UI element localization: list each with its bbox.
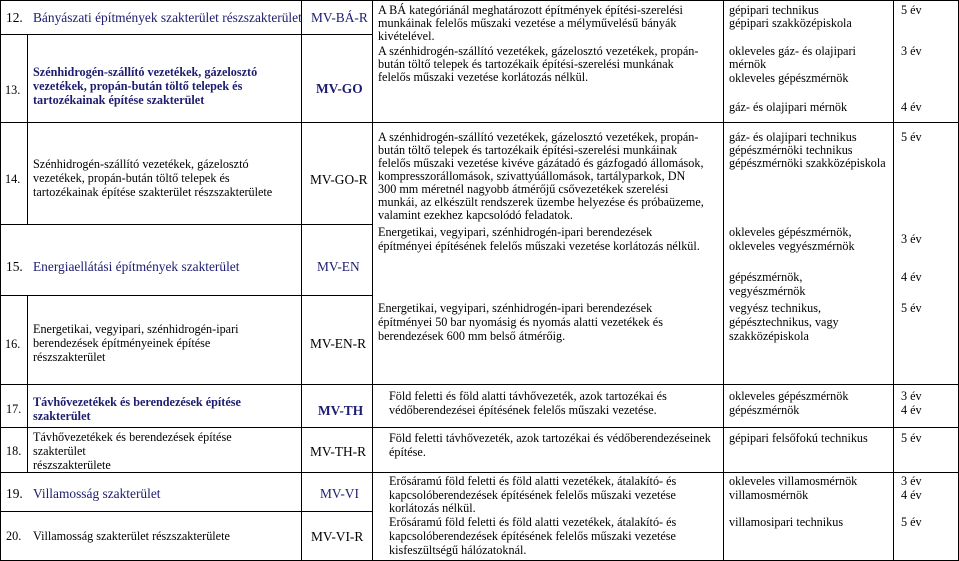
scope-line: kisfeszültségű hálózatoknál.	[389, 543, 527, 557]
qualification: vegyészmérnök	[729, 284, 806, 298]
years-value: 5 év	[901, 431, 922, 445]
scope-line: kapcsolóberendezések építésének felelős műszaki vezetése	[389, 488, 676, 502]
row-number: 13.	[5, 83, 21, 97]
qualification: gépészmérnök,	[729, 270, 803, 284]
category-code: MV-VI-R	[311, 529, 364, 544]
scope-line: A szénhidrogén-szállító vezetékek, gázelosztó vezetékek, propán-	[378, 130, 699, 144]
qualification: gépipari technikus	[729, 3, 819, 17]
row-number: 17.	[6, 402, 22, 416]
scope-line: bután töltő telepek és tartozékaik építési-szerelési munkáinak	[378, 143, 678, 157]
category-name: vezetékek, propán-bután töltő telepek és	[33, 171, 230, 185]
qualification: okleveles gépészmérnök	[729, 389, 849, 403]
scope-line: felelős műszaki vezetése korlátozás nélkül.	[378, 70, 589, 84]
qualification: okleveles gépészmérnök,	[729, 225, 852, 239]
category-name: Villamosság szakterület részszakterülete	[33, 529, 230, 543]
scope-line: Energetikai, vegyipari, szénhidrogén-ipari berendezések	[378, 225, 653, 239]
scope-line: építése.	[389, 445, 426, 459]
years-value: 3 év	[901, 232, 922, 246]
qualification: okleveles villamosmérnök	[729, 474, 858, 488]
scope-line: A szénhidrogén-szállító vezetékek, gázelosztó vezetékek, propán-	[378, 44, 699, 58]
qualification: gépésztechnikus, vagy	[729, 315, 839, 329]
category-name: Szénhidrogén-szállító vezetékek, gázelosztó	[33, 157, 249, 171]
category-name: berendezések építményeinek építése	[33, 336, 211, 350]
scope-line: építményei 50 bar nyomásig és nyomás alatti vezetékek és	[378, 315, 663, 329]
category-name: Energiaellátási építmények szakterület	[33, 259, 240, 274]
scope-line: Energetikai, vegyipari, szénhidrogén-ipari berendezések	[378, 301, 653, 315]
qualification: vegyész technikus,	[729, 301, 822, 315]
scope-line: kompresszorállomások, szivattyúállomások, tartályparkok, DN	[378, 169, 686, 183]
years-value: 3 év	[901, 474, 922, 488]
category-name: Energetikai, vegyipari, szénhidrogén-ipari	[33, 322, 239, 336]
category-code: MV-TH-R	[310, 444, 367, 459]
category-name: Bányászati építmények szakterület részszakterület	[33, 10, 302, 25]
category-name: tartozékainak építése szakterület részszakterülete	[33, 185, 273, 199]
years-value: 4 év	[901, 488, 922, 502]
scope-line: védőberendezései építésének felelős műszaki vezetése.	[389, 403, 657, 417]
years-value: 3 év	[901, 44, 922, 58]
years-value: 3 év	[901, 389, 922, 403]
category-code: MV-EN-R	[310, 336, 367, 351]
category-code: MV-GO-R	[310, 172, 368, 187]
qualification: gépészmérnöki technikus	[729, 143, 853, 157]
category-code: MV-BÁ-R	[311, 10, 368, 25]
scope-line: Erősáramú föld feletti és föld alatti vezetékek, átalakító- és	[389, 515, 677, 529]
scope-line: Erősáramú föld feletti és föld alatti vezetékek, átalakító- és	[389, 474, 677, 488]
qualification: mérnök	[729, 57, 767, 71]
row-number: 12.	[6, 10, 23, 25]
category-code: MV-GO	[316, 81, 363, 96]
row-number: 14.	[5, 172, 21, 186]
row-number: 18.	[6, 444, 22, 458]
qualification: okleveles vegyészmérnök	[729, 239, 855, 253]
scope-line: A BÁ kategóriánál meghatározott építmények építési-szerelési	[378, 3, 683, 17]
scope-line: munkáinak felelős műszaki vezetése a mélyművelésű bányák	[378, 16, 677, 30]
scope-line: építményei építésének felelős műszaki vezetése korlátozás nélkül.	[378, 239, 700, 253]
qualification: villamosmérnök	[729, 488, 809, 502]
category-name: részszakterülete	[33, 458, 111, 472]
qualification: gáz- és olajipari technikus	[729, 130, 857, 144]
qualification: okleveles gépészmérnök	[729, 71, 849, 85]
qualification: gépipari felsőfokú technikus	[729, 431, 868, 445]
scope-line: valamint ezekhez kapcsolódó feladatok.	[378, 208, 573, 222]
category-name: szakterület	[33, 444, 86, 458]
qualification: gépészmérnöki szakközépiskola	[729, 156, 886, 170]
category-name: vezetékek, propán-bután töltő telepek és	[33, 79, 243, 93]
category-code: MV-TH	[318, 403, 364, 418]
row-number: 16.	[5, 337, 21, 351]
qualification: gépészmérnök	[729, 403, 800, 417]
scope-line: Föld feletti távhővezeték, azok tartozékai és védőberendezéseinek	[389, 431, 711, 445]
qualification: gáz- és olajipari mérnök	[729, 100, 848, 114]
qualification: gépipari szakközépiskola	[729, 16, 852, 30]
qualification: okleveles gáz- és olajipari	[729, 44, 856, 58]
years-value: 5 év	[901, 515, 922, 529]
category-name: Távhővezetékek és berendezések építése	[33, 430, 232, 444]
category-name: szakterület	[33, 409, 91, 423]
years-value: 5 év	[901, 130, 922, 144]
years-value: 4 év	[901, 403, 922, 417]
category-name: Távhővezetékek és berendezések építése	[33, 395, 241, 409]
row-number: 15.	[6, 259, 23, 274]
years-value: 4 év	[901, 100, 922, 114]
category-code: MV-EN	[317, 259, 360, 274]
scope-line: munkái, az elkészült rendszerek üzembe helyezése és próbaüzeme,	[378, 195, 704, 209]
scope-line: korlátozás nélkül.	[389, 501, 476, 515]
scope-line: felelős műszaki vezetése kivéve gázátadó és gázfogadó állomások,	[378, 156, 704, 170]
category-name: Szénhidrogén-szállító vezetékek, gázelosztó	[33, 65, 258, 79]
category-code: MV-VI	[320, 486, 359, 501]
years-value: 5 év	[901, 301, 922, 315]
qualification: villamosipari technikus	[729, 515, 844, 529]
category-name: részszakterület	[33, 350, 106, 364]
scope-line: kivételével.	[378, 29, 435, 43]
row-number: 20.	[6, 529, 22, 543]
scope-line: 300 mm méretnél nagyobb átmérőjű csővezetékek szerelési	[378, 182, 669, 196]
scope-line: berendezések 600 mm belső átmérőig.	[378, 329, 566, 343]
years-value: 5 év	[901, 3, 922, 17]
row-number: 19.	[6, 486, 23, 501]
category-name: tartozékainak építése szakterület	[33, 93, 205, 107]
scope-line: kapcsolóberendezések építésének felelős műszaki vezetése	[389, 529, 676, 543]
scope-line: bután töltő telepek és tartozékaik építési-szerelési munkának	[378, 57, 674, 71]
years-value: 4 év	[901, 270, 922, 284]
scope-line: Föld feletti és föld alatti távhővezeték, azok tartozékai és	[389, 389, 667, 403]
qualification: szakközépiskola	[729, 329, 809, 343]
category-name: Villamosság szakterület	[33, 486, 161, 501]
